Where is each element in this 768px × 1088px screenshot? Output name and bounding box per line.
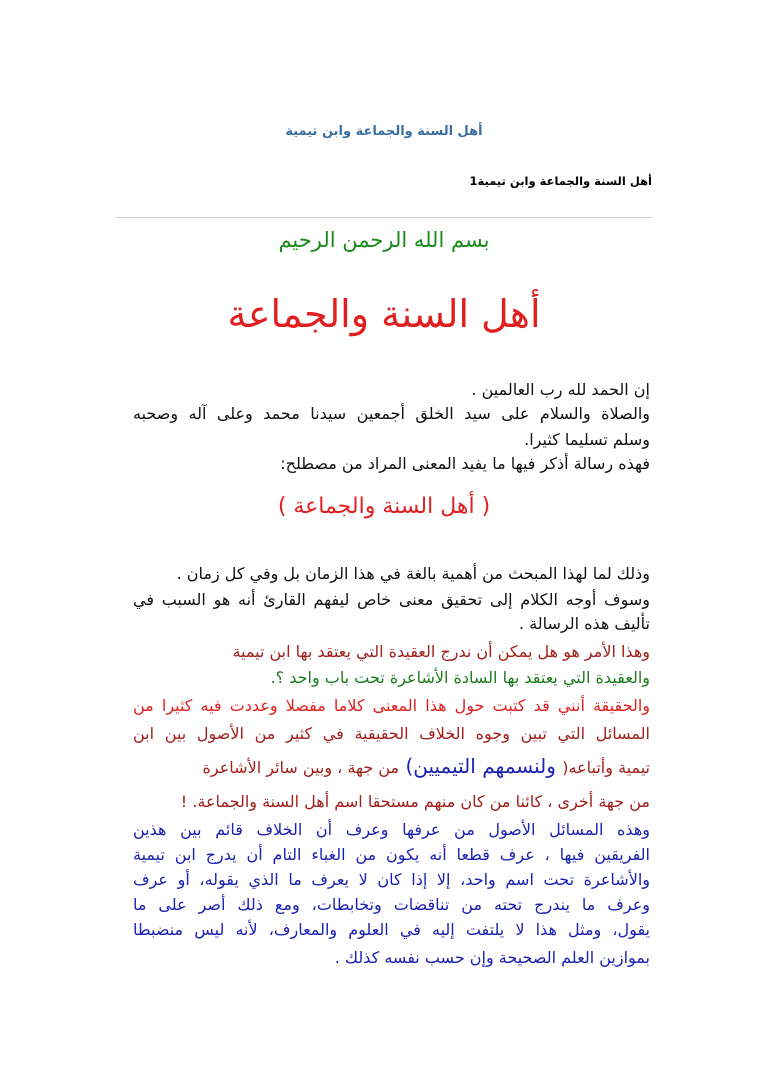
horizontal-divider: [116, 217, 653, 218]
intro-line: وسلم تسليما كثيرا.: [524, 430, 650, 449]
intro-line: والصلاة والسلام على سيد الخلق أجمعين سيدنا محمد وعلى آله وصحبه: [133, 404, 650, 423]
body-line: وهذه المسائل الأصول من عرفها وعرف أن الخلاف قائم بين هذين: [133, 820, 650, 839]
intro-line: فهذه رسالة أذكر فيها ما يفيد المعنى المراد من مصطلح:: [280, 454, 650, 473]
body-line: وذلك لما لهذا المبحث من أهمية بالغة في هذا الزمان بل وفي كل زمان .: [176, 564, 650, 583]
body-line-mixed: [203, 754, 650, 780]
body-line: والعقيدة التي يعتقد بها السادة الأشاعرة تحت باب واحد ؟.: [270, 668, 650, 687]
document-title: أهل السنة والجماعة وابن تيمية: [285, 124, 483, 139]
intro-line: إن الحمد لله رب العالمين .: [471, 380, 650, 399]
main-heading: أهل السنة والجماعة: [227, 292, 541, 336]
term-in-parentheses: ( أهل السنة والجماعة ): [277, 494, 491, 519]
body-line: والحقيقة أنني قد كتبت حول هذا المعنى كلاما مفصلا وعددت فيه كثيرا من: [133, 696, 650, 715]
running-head: أهل السنة والجماعة وابن تيمية1: [469, 174, 652, 188]
body-line: والأشاعرة تحت اسم واحد، إلا إذا كان لا يعرف ما الذي يقوله، أو عرف: [133, 870, 650, 889]
body-line: وهذا الأمر هو هل يمكن أن ندرج العقيدة التي يعتقد بها ابن تيمية: [232, 642, 650, 661]
mixed-part-3: من جهة ، وبين سائر الأشاعرة: [202, 758, 400, 777]
body-line: تأليف هذه الرسالة .: [518, 614, 650, 633]
body-line: وسوف أوجه الكلام إلى تحقيق معنى خاص ليفهم القارئ أنه هو السبب في: [133, 590, 650, 609]
mixed-part-1: تيمية وأتباعه(: [562, 758, 650, 777]
body-line: وعرف ما يندرج تحته من تناقضات وتخابطات، ومع ذلك أصر على ما: [133, 895, 650, 914]
body-line: الفريقين فيها ، عرف قطعا أنه يكون من الغباء التام أن يدرج ابن تيمية: [133, 845, 650, 864]
body-line: بموازين العلم الصحيحة وإن حسب نفسه كذلك .: [334, 948, 650, 967]
body-line: من جهة أخرى ، كائنا من كان منهم مستحقا اسم أهل السنة والجماعة. !: [180, 792, 650, 811]
body-line: يقول، ومثل هذا لا يلتفت إليه في العلوم والمعارف، لأنه ليس منضبطا: [133, 920, 650, 939]
basmala: بسم الله الرحمن الرحيم: [278, 228, 490, 252]
mixed-part-2: ولنسمهم التيميين): [399, 754, 563, 778]
body-line: المسائل التي تبين وجوه الخلاف الحقيقية في كثير من الأصول بين ابن: [133, 724, 650, 743]
